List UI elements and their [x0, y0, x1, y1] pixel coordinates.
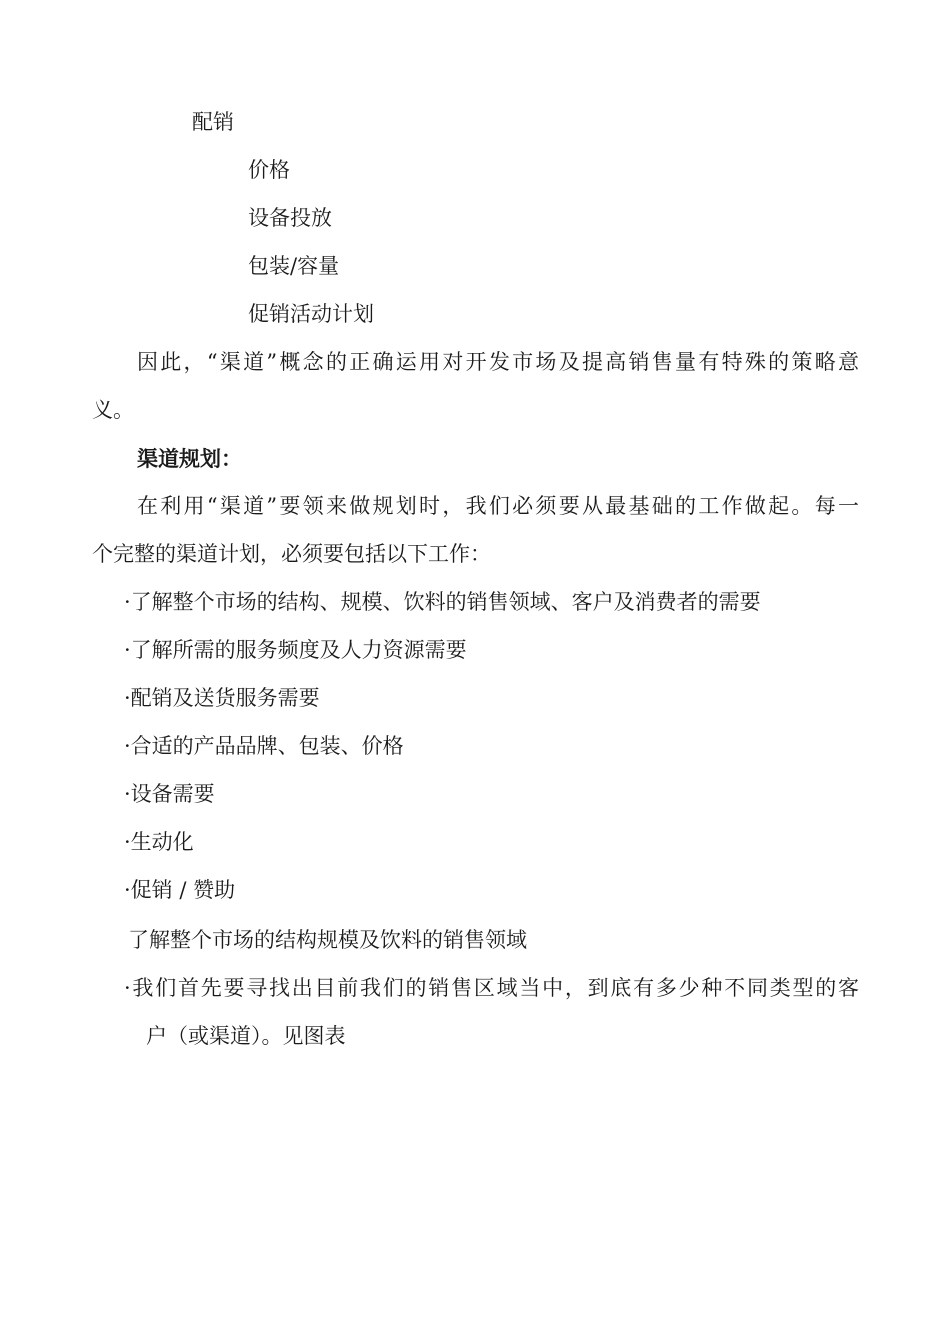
bullet-item-equipment-needs: ·设备需要	[124, 782, 215, 806]
list-label-distribution: 配销	[192, 110, 234, 134]
paragraph-1-line-2: 义。	[92, 398, 134, 422]
subheading: 了解整个市场的结构规模及饮料的销售领域	[128, 928, 527, 952]
list-item-price: 价格	[248, 158, 290, 182]
paragraph-2-line-1: 在利用“渠道”要领来做规划时，我们必须要从最基础的工作做起。每一	[137, 494, 859, 518]
list-item-equipment: 设备投放	[248, 206, 332, 230]
section-heading: 渠道规划：	[137, 447, 242, 471]
bullet-item-market-structure: ·了解整个市场的结构、规模、饮料的销售领域、客户及消费者的需要	[124, 590, 761, 614]
bullet-item-distribution: ·配销及送货服务需要	[124, 686, 320, 710]
bullet-item-merchandising: ·生动化	[124, 830, 194, 854]
last-bullet-line-2: 户（或渠道）。见图表	[146, 1024, 346, 1048]
last-bullet-line-1: ·我们首先要寻找出目前我们的销售区域当中，到底有多少种不同类型的客	[124, 976, 859, 1000]
bullet-item-product-brand: ·合适的产品品牌、包装、价格	[124, 734, 404, 758]
paragraph-1-line-1: 因此，“渠道”概念的正确运用对开发市场及提高销售量有特殊的策略意	[137, 350, 859, 374]
bullet-item-service-frequency: ·了解所需的服务频度及人力资源需要	[124, 638, 467, 662]
paragraph-2-line-2: 个完整的渠道计划，必须要包括以下工作：	[92, 542, 491, 566]
list-item-packaging: 包装/容量	[248, 254, 340, 278]
list-item-promotion-plan: 促销活动计划	[248, 302, 374, 326]
bullet-item-sponsorship: ·促销 / 赞助	[124, 878, 236, 902]
